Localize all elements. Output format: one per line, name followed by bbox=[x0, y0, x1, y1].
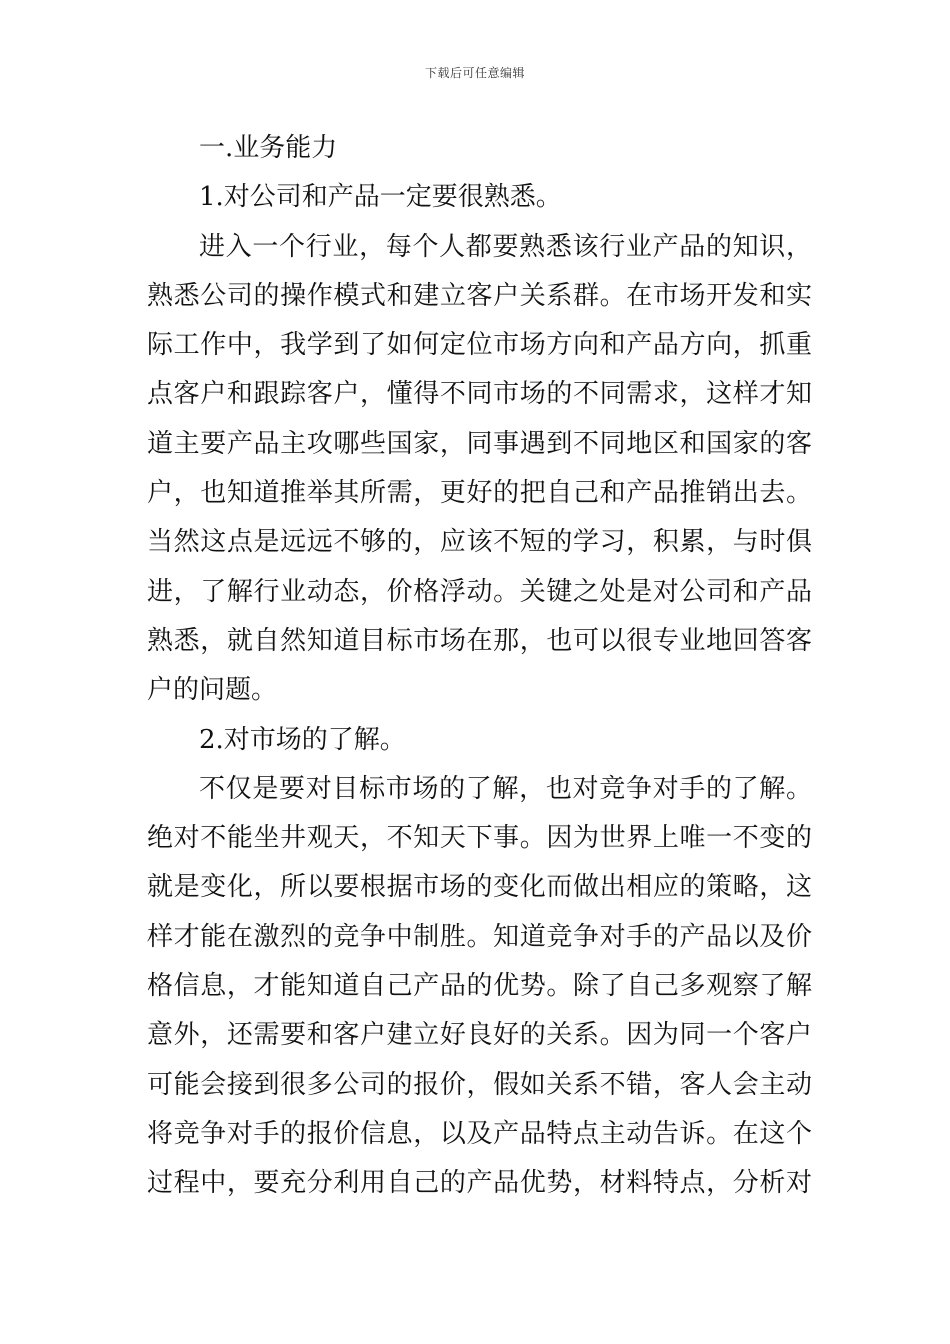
header-note: 下载后可任意编辑 bbox=[424, 66, 525, 80]
text-line: 样才能在激烈的竞争中制胜。知道竞争对手的产品以及价 bbox=[147, 921, 812, 952]
text-line: 当然这点是远远不够的，应该不短的学习，积累，与时俱 bbox=[147, 527, 812, 558]
text-line: 2.对市场的了解。 bbox=[199, 724, 406, 755]
text-line: 可能会接到很多公司的报价，假如关系不错，客人会主动 bbox=[147, 1069, 812, 1100]
text-line: 将竞争对手的报价信息，以及产品特点主动告诉。在这个 bbox=[147, 1118, 812, 1149]
text-line: 绝对不能坐井观天，不知天下事。因为世界上唯一不变的 bbox=[147, 823, 812, 854]
text-line: 格信息，才能知道自己产品的优势。除了自己多观察了解 bbox=[147, 971, 812, 1002]
text-line: 意外，还需要和客户建立好良好的关系。因为同一个客户 bbox=[147, 1020, 812, 1051]
document-body bbox=[147, 124, 812, 1209]
text-line: 进入一个行业，每个人都要熟悉该行业产品的知识， bbox=[199, 231, 812, 262]
text-line: 道主要产品主攻哪些国家，同事遇到不同地区和国家的客 bbox=[147, 428, 812, 459]
text-line: 进，了解行业动态，价格浮动。关键之处是对公司和产品 bbox=[147, 576, 812, 607]
text-line: 就是变化，所以要根据市场的变化而做出相应的策略，这 bbox=[147, 872, 812, 903]
text-line: 1.对公司和产品一定要很熟悉。 bbox=[199, 182, 562, 213]
text-line: 熟悉公司的操作模式和建立客户关系群。在市场开发和实 bbox=[147, 280, 812, 311]
text-line: 不仅是要对目标市场的了解，也对竞争对手的了解。 bbox=[199, 773, 812, 804]
text-line: 过程中，要充分利用自己的产品优势，材料特点，分析对 bbox=[147, 1168, 812, 1199]
text-line: 户，也知道推举其所需，更好的把自己和产品推销出去。 bbox=[147, 478, 812, 509]
text-line: 点客户和跟踪客户，懂得不同市场的不同需求，这样才知 bbox=[147, 379, 812, 410]
text-line: 户的问题。 bbox=[147, 675, 278, 706]
text-line: 熟悉，就自然知道目标市场在那，也可以很专业地回答客 bbox=[147, 625, 812, 656]
text-line: 际工作中，我学到了如何定位市场方向和产品方向，抓重 bbox=[147, 330, 812, 361]
text-line: 一.业务能力 bbox=[199, 133, 338, 163]
